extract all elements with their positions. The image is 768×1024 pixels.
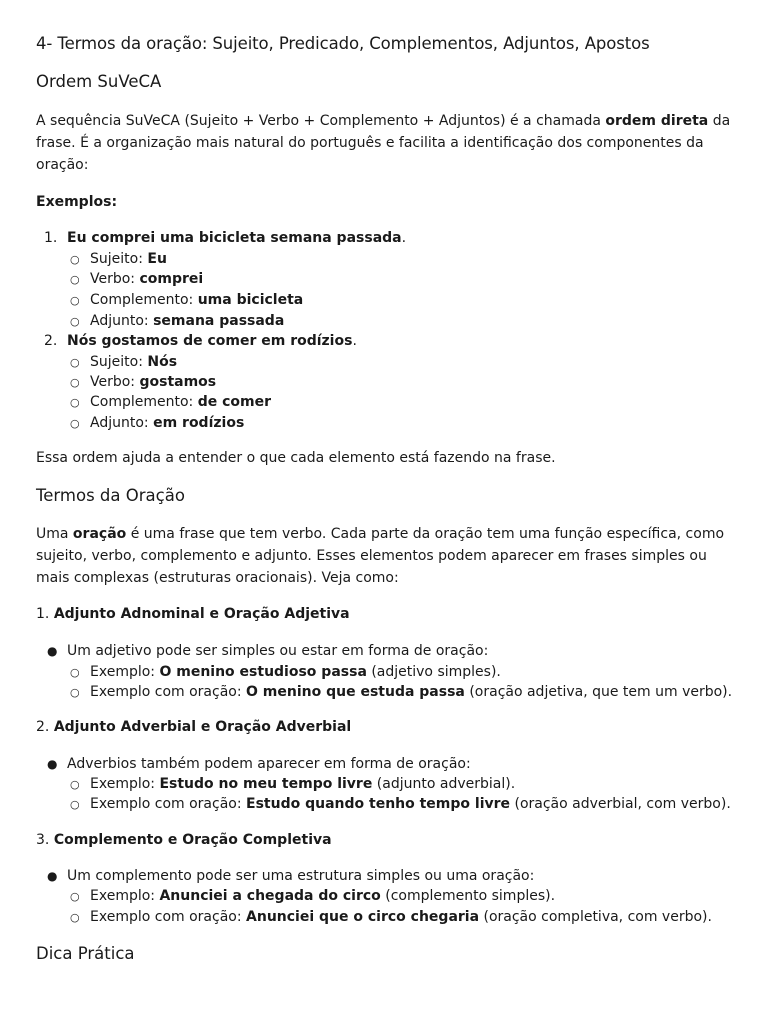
termos-item-2-title: 2. Adjunto Adverbial e Oração Adverbial: [36, 719, 352, 735]
section-heading-termos: Termos da Oração: [36, 486, 185, 505]
circle-bullet-icon: ○: [70, 798, 80, 811]
circle-bullet-icon: ○: [70, 356, 80, 369]
circle-bullet-icon: ○: [70, 666, 80, 679]
list-item: ○ Exemplo com oração: Anunciei que o circo chegaria (oração completiva, com verbo).: [36, 907, 712, 928]
circle-bullet-icon: ○: [70, 273, 80, 286]
section-heading-dica: Dica Prática: [36, 944, 135, 963]
suveca-closing: Essa ordem ajuda a entender o que cada elemento está fazendo na frase.: [36, 450, 556, 466]
example-item-1: 1. Eu comprei uma bicicleta semana passada.: [44, 230, 407, 246]
suveca-intro: A sequência SuVeCA (Sujeito + Verbo + Complemento + Adjuntos) é a chamada ordem direta da frase. É a organização mais natural do português e facilita a identificação dos componentes da oração:: [36, 113, 731, 173]
circle-bullet-icon: ○: [70, 396, 80, 409]
list-item: ○ Adjunto: semana passada: [36, 311, 284, 332]
list-item: ○ Exemplo com oração: Estudo quando tenho tempo livre (oração adverbial, com verbo).: [36, 794, 731, 815]
circle-bullet-icon: ○: [70, 890, 80, 903]
list-item: ○ Sujeito: Eu: [36, 249, 167, 270]
termos-intro: Uma oração é uma frase que tem verbo. Cada parte da oração tem uma função específica, como sujeito, verbo, complemento e adjunto. Esses elementos podem aparecer em frases simples ou mais complexas (estruturas oracionais). Veja como:: [36, 526, 725, 586]
list-item: ○ Exemplo: O menino estudioso passa (adjetivo simples).: [36, 662, 501, 683]
termos-item-3-title: 3. Complemento e Oração Completiva: [36, 832, 332, 848]
list-item: ○ Verbo: gostamos: [36, 372, 216, 393]
circle-bullet-icon: ○: [70, 686, 80, 699]
list-item: ○ Complemento: de comer: [36, 392, 271, 413]
circle-bullet-icon: ○: [70, 294, 80, 307]
list-item: ○ Complemento: uma bicicleta: [36, 290, 303, 311]
list-item: ○ Sujeito: Nós: [36, 352, 177, 373]
page-title: 4- Termos da oração: Sujeito, Predicado, Complementos, Adjuntos, Apostos: [36, 34, 650, 53]
list-item: ○ Verbo: comprei: [36, 269, 203, 290]
circle-bullet-icon: ○: [70, 417, 80, 430]
list-item: ● Adverbios também podem aparecer em forma de oração:: [36, 754, 471, 774]
list-item: ○ Exemplo: Estudo no meu tempo livre (adjunto adverbial).: [36, 774, 515, 795]
circle-bullet-icon: ○: [70, 376, 80, 389]
example-item-2: 2. Nós gostamos de comer em rodízios.: [44, 333, 357, 349]
circle-bullet-icon: ○: [70, 778, 80, 791]
list-item: ● Um adjetivo pode ser simples ou estar em forma de oração:: [36, 641, 488, 661]
bullet-icon: ●: [47, 869, 58, 883]
termos-item-1-title: 1. Adjunto Adnominal e Oração Adjetiva: [36, 606, 350, 622]
circle-bullet-icon: ○: [70, 911, 80, 924]
list-item: ○ Exemplo com oração: O menino que estuda passa (oração adjetiva, que tem um verbo).: [36, 682, 732, 703]
circle-bullet-icon: ○: [70, 253, 80, 266]
section-heading-suveca: Ordem SuVeCA: [36, 72, 162, 91]
list-item: ○ Adjunto: em rodízios: [36, 413, 244, 434]
examples-label: Exemplos:: [36, 194, 118, 210]
circle-bullet-icon: ○: [70, 315, 80, 328]
bullet-icon: ●: [47, 644, 58, 658]
list-item: ○ Exemplo: Anunciei a chegada do circo (complemento simples).: [36, 886, 555, 907]
list-item: ● Um complemento pode ser uma estrutura simples ou uma oração:: [36, 866, 534, 886]
bullet-icon: ●: [47, 757, 58, 771]
